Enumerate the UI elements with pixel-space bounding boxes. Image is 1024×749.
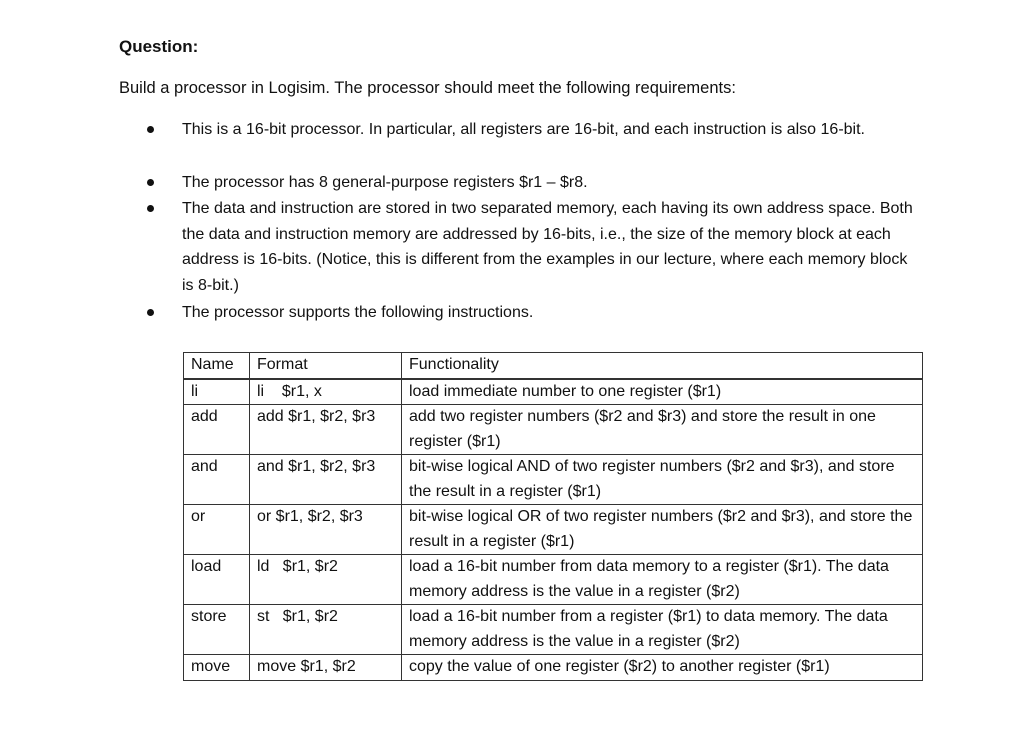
table-row: [184, 655, 923, 681]
instruction-format: st $r1, $r2: [250, 605, 402, 655]
instruction-format: li $r1, x: [250, 379, 402, 405]
requirement-text: This is a 16-bit processor. In particular, all registers are 16-bit, and each instruction is also 16-bit.: [182, 121, 865, 138]
table-row: [184, 605, 923, 655]
instruction-functionality: load a 16-bit number from a register ($r1) to data memory. The data memory address is the value in a register ($r2): [402, 605, 923, 655]
instruction-table: [183, 352, 923, 681]
requirement-item: [182, 300, 922, 326]
instruction-name: move: [184, 655, 250, 681]
instruction-functionality: load immediate number to one register ($r1): [402, 379, 923, 405]
instruction-functionality: copy the value of one register ($r2) to another register ($r1): [402, 655, 923, 681]
instruction-name: add: [184, 405, 250, 455]
table-row: [184, 405, 923, 455]
table-row: [184, 555, 923, 605]
header-functionality: Functionality: [402, 353, 923, 379]
instruction-functionality: bit-wise logical OR of two register numbers ($r2 and $r3), and store the result in a register ($r1): [402, 505, 923, 555]
instruction-format: or $r1, $r2, $r3: [250, 505, 402, 555]
intro-text: Build a processor in Logisim. The processor should meet the following requirements:: [119, 79, 736, 97]
requirement-text: The data and instruction are stored in two separated memory, each having its own address space. Both the data and instruction memory are addressed by 16-bits, i.e., the size of the memory block at each address is 16-bits. (Notice, this is different from the examples in our lecture, where each memory block is 8-bit.): [182, 200, 913, 294]
instruction-name: store: [184, 605, 250, 655]
requirement-text: The processor has 8 general-purpose registers $r1 – $r8.: [182, 174, 588, 191]
bullet-icon: [147, 126, 154, 133]
bullet-icon: [147, 205, 154, 212]
requirement-item: [182, 117, 922, 143]
instruction-name: load: [184, 555, 250, 605]
instruction-name: li: [184, 379, 250, 405]
instruction-format: and $r1, $r2, $r3: [250, 455, 402, 505]
question-heading: Question:: [119, 37, 199, 56]
table-row: [184, 379, 923, 405]
table-row: [184, 455, 923, 505]
instruction-format: ld $r1, $r2: [250, 555, 402, 605]
header-format: Format: [250, 353, 402, 379]
header-name: Name: [184, 353, 250, 379]
bullet-icon: [147, 179, 154, 186]
instruction-format: add $r1, $r2, $r3: [250, 405, 402, 455]
table-row: [184, 505, 923, 555]
instruction-functionality: load a 16-bit number from data memory to a register ($r1). The data memory address is the value in a register ($r2): [402, 555, 923, 605]
instruction-format: move $r1, $r2: [250, 655, 402, 681]
instruction-functionality: bit-wise logical AND of two register numbers ($r2 and $r3), and store the result in a register ($r1): [402, 455, 923, 505]
instruction-name: and: [184, 455, 250, 505]
requirement-item: [182, 170, 922, 196]
table-header-row: [184, 353, 923, 379]
instruction-functionality: add two register numbers ($r2 and $r3) and store the result in one register ($r1): [402, 405, 923, 455]
requirement-item: [182, 196, 922, 298]
requirement-text: The processor supports the following instructions.: [182, 304, 534, 321]
instruction-name: or: [184, 505, 250, 555]
bullet-icon: [147, 309, 154, 316]
